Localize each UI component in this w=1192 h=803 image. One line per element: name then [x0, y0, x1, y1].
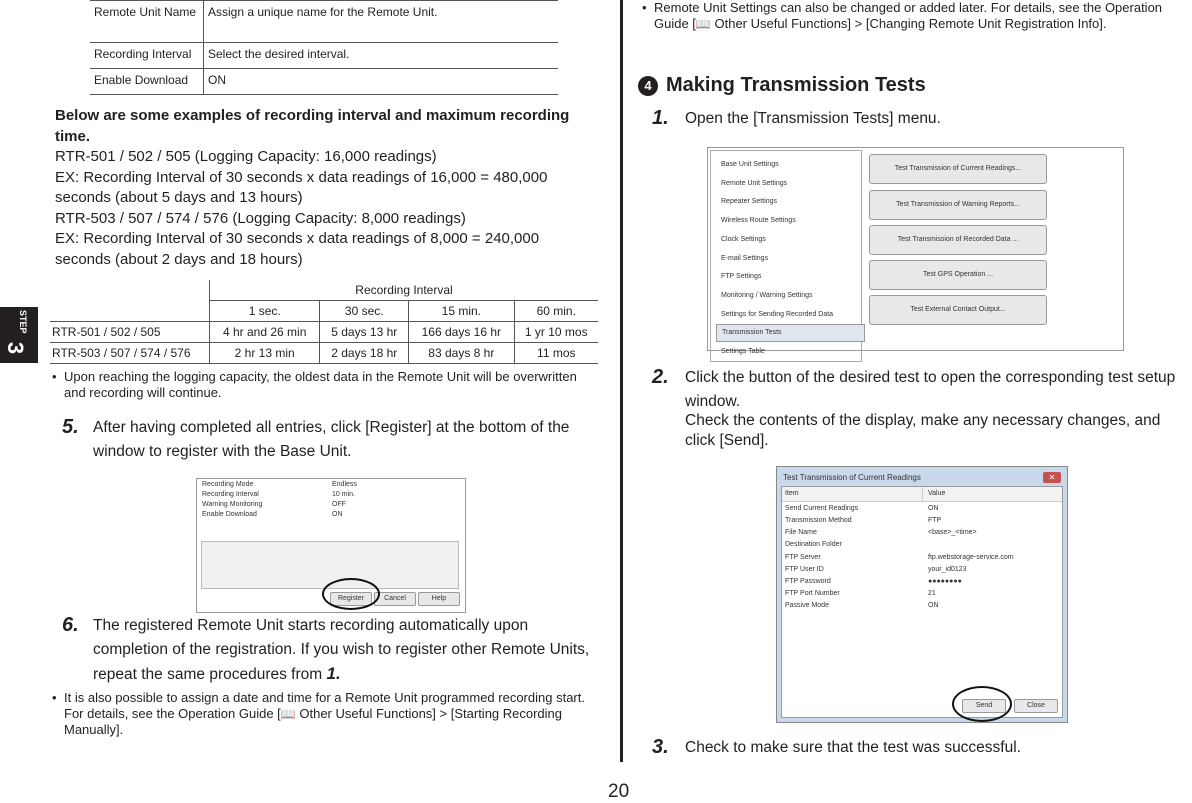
dialog-row-label: FTP User ID [785, 566, 824, 573]
list-item [202, 491, 462, 501]
step-6 [62, 614, 592, 687]
table-cell: RTR-501 / 502 / 505 [50, 322, 210, 343]
table-row [90, 1, 558, 43]
table-cell: 1 yr 10 mos [514, 322, 598, 343]
table-cell [50, 301, 210, 322]
cancel-button[interactable]: Cancel [374, 592, 416, 606]
test-transmission-dialog [776, 466, 1068, 723]
section-heading [638, 74, 926, 97]
bullet-text: Remote Unit Settings can also be changed or added later. For details, see the Operation Guide [ [654, 0, 1163, 31]
dialog-body [781, 486, 1063, 718]
examples-block [55, 106, 605, 270]
step-text: Check to make sure that the test was successful. [685, 739, 1021, 756]
settings-summary-table [90, 0, 558, 95]
highlight-circle [322, 578, 380, 610]
row-label: Warning Monitoring [202, 501, 263, 508]
menu-item[interactable]: E-mail Settings [721, 255, 769, 262]
bullet-dot: • [642, 0, 647, 15]
recording-interval-table [50, 280, 598, 364]
bullet-dot: • [52, 369, 57, 384]
section-number-badge: 4 [638, 76, 658, 96]
table-cell: 2 hr 13 min [210, 343, 320, 364]
row-label: Enable Download [202, 511, 257, 518]
menu-item[interactable]: Clock Settings [721, 236, 766, 243]
step-5 [62, 416, 592, 464]
column-header: 30 sec. [320, 301, 409, 322]
menu-item[interactable]: Monitoring / Warning Settings [721, 292, 813, 299]
step-number: 1. [652, 107, 669, 129]
bullet-text: Upon reaching the logging capacity, the oldest data in the Remote Unit will be overwritten and recording will continue. [64, 369, 577, 400]
dialog-row-value: ftp.webstorage-service.com [928, 554, 1014, 561]
bullet-text: It is also possible to assign a date and time for a Remote Unit programmed recording start. For details, see the Operation Guide [ [64, 690, 585, 721]
table-cell: 5 days 13 hr [320, 322, 409, 343]
examples-line: seconds (about 2 days and 18 hours) [55, 250, 303, 268]
list-item [52, 690, 600, 738]
column-header: Item [785, 490, 799, 497]
step-number: 5. [62, 416, 79, 438]
step-number: 6. [62, 614, 79, 636]
help-button[interactable]: Help [418, 592, 460, 606]
table-cell: RTR-503 / 507 / 574 / 576 [50, 343, 210, 364]
list-item [202, 481, 462, 491]
dialog-table-header [782, 487, 1062, 502]
dialog-row-value: <base>_<time> [928, 529, 977, 536]
section-title: Making Transmission Tests [666, 74, 926, 96]
step-text: After having completed all entries, click [Register] at the bottom of the window to register with the Base Unit. [93, 419, 570, 460]
dialog-row-value: 21 [928, 590, 936, 597]
menu-item[interactable]: Settings Table [721, 348, 765, 355]
bullet-text: Other Useful Functions] > [Changing Remote Unit Registration Info]. [710, 16, 1107, 31]
bullet-text-container [64, 690, 600, 738]
right-step-1 [652, 107, 1182, 131]
register-button[interactable]: Register [330, 592, 372, 606]
right-step-3 [652, 736, 1182, 760]
examples-line: EX: Recording Interval of 30 seconds x data readings of 8,000 = 240,000 [55, 230, 540, 247]
menu-item[interactable]: Wireless Route Settings [721, 217, 796, 224]
list-item [642, 0, 1190, 32]
step-text: The registered Remote Unit starts recording automatically upon completion of the registration. If you wish to register other Remote Units, repeat the same procedures from [93, 617, 590, 683]
table-cell: Remote Unit Name [90, 1, 204, 43]
step-number: 2. [652, 366, 669, 388]
dialog-row-value: ON [928, 505, 939, 512]
dialog-row-label: FTP Port Number [785, 590, 840, 597]
step-tab-number: 3 [3, 341, 29, 355]
dialog-row-value: FTP [928, 517, 942, 524]
dialog-row-label: Transmission Method [785, 517, 852, 524]
column-header: 1 sec. [210, 301, 320, 322]
step-text: Open the [Transmission Tests] menu. [685, 110, 941, 127]
menu-item[interactable]: Repeater Settings [721, 198, 778, 205]
table-cell: 11 mos [514, 343, 598, 364]
dialog-row-value: ●●●●●●●● [928, 578, 962, 585]
test-button[interactable]: Test Transmission of Current Readings... [869, 154, 1047, 184]
step-reference: 1. [326, 664, 341, 683]
row-label: Recording Interval [202, 491, 259, 498]
table-cell: Recording Interval [90, 43, 204, 69]
table-cell: Select the desired interval. [204, 43, 559, 69]
bullet-text: Other Useful Functions] > [Starting Recording Manually]. [64, 706, 563, 737]
settings-menu-list [710, 150, 862, 362]
step-number: 3. [652, 736, 669, 758]
table-cell: Enable Download [90, 69, 204, 95]
highlight-circle [952, 686, 1012, 722]
step-tab-label: STEP [18, 310, 28, 334]
page-number: 20 [608, 781, 630, 802]
close-icon[interactable]: ✕ [1043, 472, 1061, 483]
examples-line: RTR-501 / 502 / 505 (Logging Capacity: 16,000 readings) [55, 148, 437, 165]
test-button[interactable]: Test Transmission of Recorded Data ... [869, 225, 1047, 255]
row-value: 10 min. [332, 491, 355, 498]
examples-line: RTR-503 / 507 / 574 / 576 (Logging Capacity: 8,000 readings) [55, 209, 466, 227]
column-header: 15 min. [409, 301, 514, 322]
dialog-row-label: Send Current Readings [785, 505, 859, 512]
dialog-title: Test Transmission of Current Readings [783, 473, 921, 482]
menu-item[interactable]: Base Unit Settings [721, 161, 779, 168]
column-header: 60 min. [514, 301, 598, 322]
dialog-row-label: FTP Server [785, 554, 821, 561]
step-text-container [93, 614, 592, 687]
close-button[interactable]: Close [1014, 699, 1058, 713]
test-button[interactable]: Test Transmission of Warning Reports... [869, 190, 1047, 220]
right-step-2 [652, 366, 1184, 451]
list-item [52, 369, 592, 401]
book-icon: 📖 [695, 17, 711, 31]
row-value: OFF [332, 501, 346, 508]
menu-item[interactable]: Settings for Sending Recorded Data [721, 311, 834, 318]
table-cell: ON [204, 69, 559, 95]
step-text: Check the contents of the display, make any necessary changes, and click [Send]. [685, 412, 1161, 449]
table-row [50, 301, 598, 322]
list-item [202, 501, 462, 511]
dialog-row-value: ON [928, 602, 939, 609]
examples-line: seconds (about 5 days and 13 hours) [55, 189, 303, 206]
dialog-row-label: FTP Password [785, 578, 831, 585]
row-label: Recording Mode [202, 481, 254, 488]
dialog-row-label: File Name [785, 529, 817, 536]
bullet-dot: • [52, 690, 57, 705]
table-row [90, 43, 558, 69]
table-cell [50, 280, 210, 301]
table-group-header: Recording Interval [210, 280, 599, 301]
settings-list [202, 481, 462, 521]
send-button[interactable]: Send [962, 699, 1006, 713]
dialog-row-value: your_id0123 [928, 566, 967, 573]
column-header: Value [928, 490, 946, 497]
row-value: Endless [332, 481, 357, 488]
menu-item-selected[interactable]: Transmission Tests [716, 324, 865, 342]
register-window-screenshot [196, 478, 466, 613]
examples-line: EX: Recording Interval of 30 seconds x data readings of 16,000 = 480,000 [55, 168, 548, 186]
table-cell: 2 days 18 hr [320, 343, 409, 364]
table-row [50, 280, 598, 301]
test-button[interactable]: Test GPS Operation ... [869, 260, 1047, 290]
bullet-text-container [654, 0, 1190, 32]
step-text: Click the button of the desired test to open the corresponding test setup window. [685, 369, 1176, 410]
list-item [202, 511, 462, 521]
table-cell: Assign a unique name for the Remote Unit. [204, 1, 559, 43]
menu-item[interactable]: Remote Unit Settings [721, 180, 788, 187]
row-value: ON [332, 511, 343, 518]
column-divider [620, 0, 623, 762]
table-row [50, 343, 598, 364]
dialog-row-label: Passive Mode [785, 602, 829, 609]
divider [922, 487, 923, 501]
test-button[interactable]: Test External Contact Output... [869, 295, 1047, 325]
step-tab [0, 307, 38, 363]
examples-heading: Below are some examples of recording interval and maximum recording time. [55, 107, 570, 145]
table-row [50, 322, 598, 343]
table-cell: 4 hr and 26 min [210, 322, 320, 343]
menu-item[interactable]: FTP Settings [721, 273, 762, 280]
table-cell: 166 days 16 hr [409, 322, 514, 343]
table-row [90, 69, 558, 95]
dialog-row-label: Destination Folder [785, 541, 842, 548]
book-icon: 📖 [280, 707, 296, 721]
transmission-menu-screenshot [707, 147, 1124, 355]
table-cell: 83 days 8 hr [409, 343, 514, 364]
